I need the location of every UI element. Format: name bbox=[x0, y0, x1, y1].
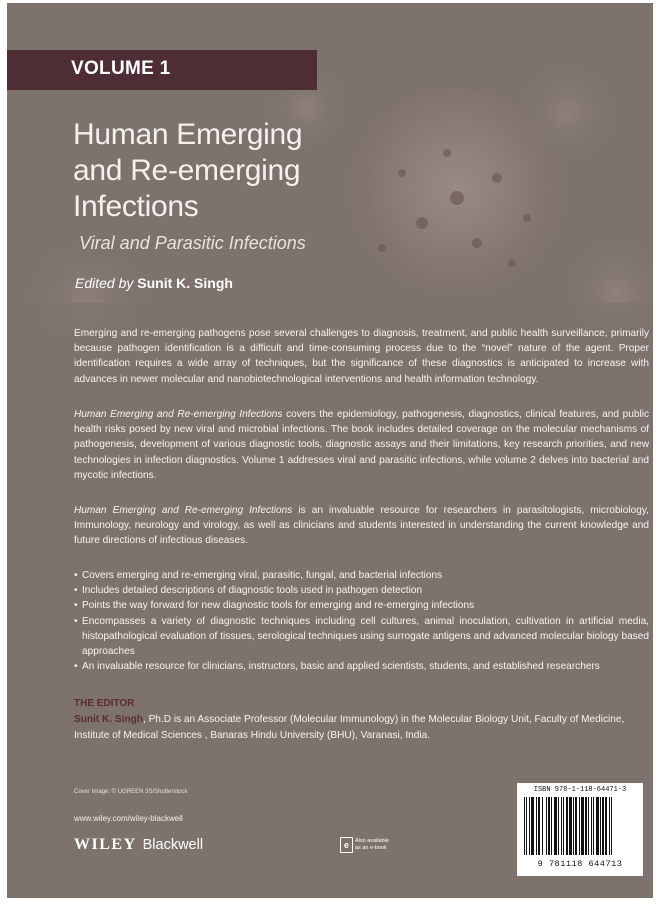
barcode-bar bbox=[524, 797, 525, 855]
list-item-text: Points the way forward for new diagnostic tools for emerging and re-emerging infections bbox=[82, 600, 475, 612]
barcode-box bbox=[517, 783, 643, 876]
title-line: Human Emerging bbox=[73, 118, 303, 151]
cover-image-credit: Cover Image: © UGREEN 3S/Shutterstock bbox=[74, 789, 188, 795]
bullet-marker: • bbox=[74, 585, 78, 597]
description-paragraph-2 bbox=[74, 407, 649, 483]
bullet-marker: • bbox=[74, 600, 78, 612]
wiley-blackwell-logo bbox=[74, 836, 203, 854]
list-item bbox=[74, 598, 649, 613]
book-title bbox=[73, 117, 302, 225]
barcode-bar bbox=[591, 797, 592, 855]
bullet-marker: • bbox=[74, 661, 78, 673]
barcode-bar bbox=[554, 797, 557, 855]
barcode-bar bbox=[531, 797, 534, 855]
wiley-wordmark: WILEY bbox=[74, 836, 137, 853]
barcode-bar bbox=[593, 797, 594, 855]
barcode-bars bbox=[524, 797, 638, 855]
volume-label: VOLUME 1 bbox=[71, 58, 171, 79]
ebook-text-line: Also available bbox=[355, 838, 389, 844]
list-item-text: Covers emerging and re-emerging viral, parasitic, fungal, and bacterial infections bbox=[82, 570, 443, 581]
barcode-bar bbox=[588, 797, 589, 855]
barcode-bar bbox=[536, 797, 537, 855]
blackwell-wordmark: Blackwell bbox=[142, 837, 204, 853]
barcode-bar bbox=[561, 797, 562, 855]
barcode-number: 9 781118 644713 bbox=[537, 859, 623, 869]
list-item bbox=[74, 583, 649, 598]
list-item bbox=[74, 614, 649, 660]
barcode-bar bbox=[600, 797, 601, 855]
list-item-text: Includes detailed descriptions of diagnostic tools used in pathogen detection bbox=[82, 585, 423, 597]
edited-by-line bbox=[75, 275, 233, 291]
ebook-icon: e bbox=[340, 837, 353, 853]
book-title-italic: Human Emerging and Re-emerging Infections bbox=[74, 505, 293, 516]
barcode-bar bbox=[538, 797, 540, 855]
book-title-italic: Human Emerging and Re-emerging Infections bbox=[74, 409, 283, 420]
edited-by-prefix: Edited by bbox=[75, 275, 138, 291]
barcode-bar bbox=[609, 797, 610, 855]
book-subtitle: Viral and Parasitic Infections bbox=[79, 233, 306, 253]
description-paragraph-3 bbox=[74, 503, 649, 549]
barcode-bar bbox=[602, 797, 604, 855]
barcode-bar bbox=[596, 797, 599, 855]
title-line: Infections bbox=[73, 190, 199, 223]
editor-heading: THE EDITOR bbox=[74, 698, 135, 709]
barcode-bar bbox=[611, 797, 612, 855]
barcode-bar bbox=[558, 797, 559, 855]
barcode-bar bbox=[585, 797, 587, 855]
barcode-bar bbox=[542, 797, 543, 855]
barcode-bar bbox=[579, 797, 580, 855]
list-item bbox=[74, 568, 649, 583]
editor-bio bbox=[74, 712, 649, 743]
ebook-text-line: as an e-book bbox=[355, 844, 387, 851]
barcode-bar bbox=[569, 797, 572, 855]
barcode-bar bbox=[548, 797, 550, 855]
bullet-marker: • bbox=[74, 615, 78, 627]
barcode-bar bbox=[581, 797, 584, 855]
editor-bio-name: Sunit K. Singh bbox=[74, 714, 143, 725]
barcode-bar bbox=[563, 797, 564, 855]
paragraph-text: is an invaluable resource for researchers in parasitologists, microbiology, Immunology, neurology and virology, as well as clinicians and students interested in understanding the current knowledge and future directions of infectious diseases. bbox=[74, 505, 649, 547]
volume-band bbox=[7, 50, 317, 90]
barcode-bar bbox=[605, 797, 607, 855]
isbn-label: ISBN 978-1-118-64471-3 bbox=[533, 786, 627, 794]
barcode-bar bbox=[566, 797, 568, 855]
editor-bio-text: , Ph.D is an Associate Professor (Molecular Immunology) in the Molecular Biology Unit, Faculty of Medicine, Institute of Medical Sciences , Banaras Hindu University (BHU), Varanasi, India. bbox=[74, 714, 625, 741]
barcode-bar bbox=[529, 797, 530, 855]
barcode-bar bbox=[546, 797, 547, 855]
list-item-text: An invaluable resource for clinicians, instructors, basic and applied scientists, students, and established researchers bbox=[82, 661, 600, 673]
back-cover bbox=[7, 3, 653, 898]
editor-name: Sunit K. Singh bbox=[137, 275, 233, 291]
barcode-bar bbox=[551, 797, 552, 855]
feature-list bbox=[74, 568, 649, 674]
publisher-website-link[interactable]: www.wiley.com/wiley-blackwell bbox=[74, 814, 183, 823]
list-item-text: Encompasses a variety of diagnostic techniques including cell cultures, animal inoculation, cultivation in artificial media, histopathological evaluation of tissues, serological techniques using surrogate antigens and advanced molecular biology based approaches bbox=[82, 615, 649, 658]
title-line: and Re-emerging bbox=[73, 154, 301, 187]
barcode-bar bbox=[526, 797, 527, 855]
barcode-bar bbox=[573, 797, 574, 855]
ebook-text bbox=[355, 838, 389, 851]
barcode-bar bbox=[575, 797, 577, 855]
list-item bbox=[74, 659, 649, 674]
bullet-marker: • bbox=[74, 570, 78, 581]
paragraph-text: covers the epidemiology, pathogenesis, diagnostics, clinical features, and public health risks posed by new viral and microbial infections. The book includes detailed coverage on the molecular mechanisms of pathogenesis, development of various diagnostic tools, diagnostic assays and their limitations, key research priorities, and new technologies in infection diagnostics. Volume 1 addresses viral and parasitic infections, while volume 2 delves into bacterial and mycotic infections. bbox=[74, 409, 649, 481]
description-paragraph-1: Emerging and re-emerging pathogens pose several challenges to diagnosis, treatment, and public health surveillance, primarily because pathogen identification is a difficult and time-consuming process due to the “novel” nature of the agent. Proper identification requires a wide array of techniques, but the significance of these diagnostics is anticipated to increase with advances in newer molecular and nanobiotechnological interventions and health information technology. bbox=[74, 328, 649, 385]
